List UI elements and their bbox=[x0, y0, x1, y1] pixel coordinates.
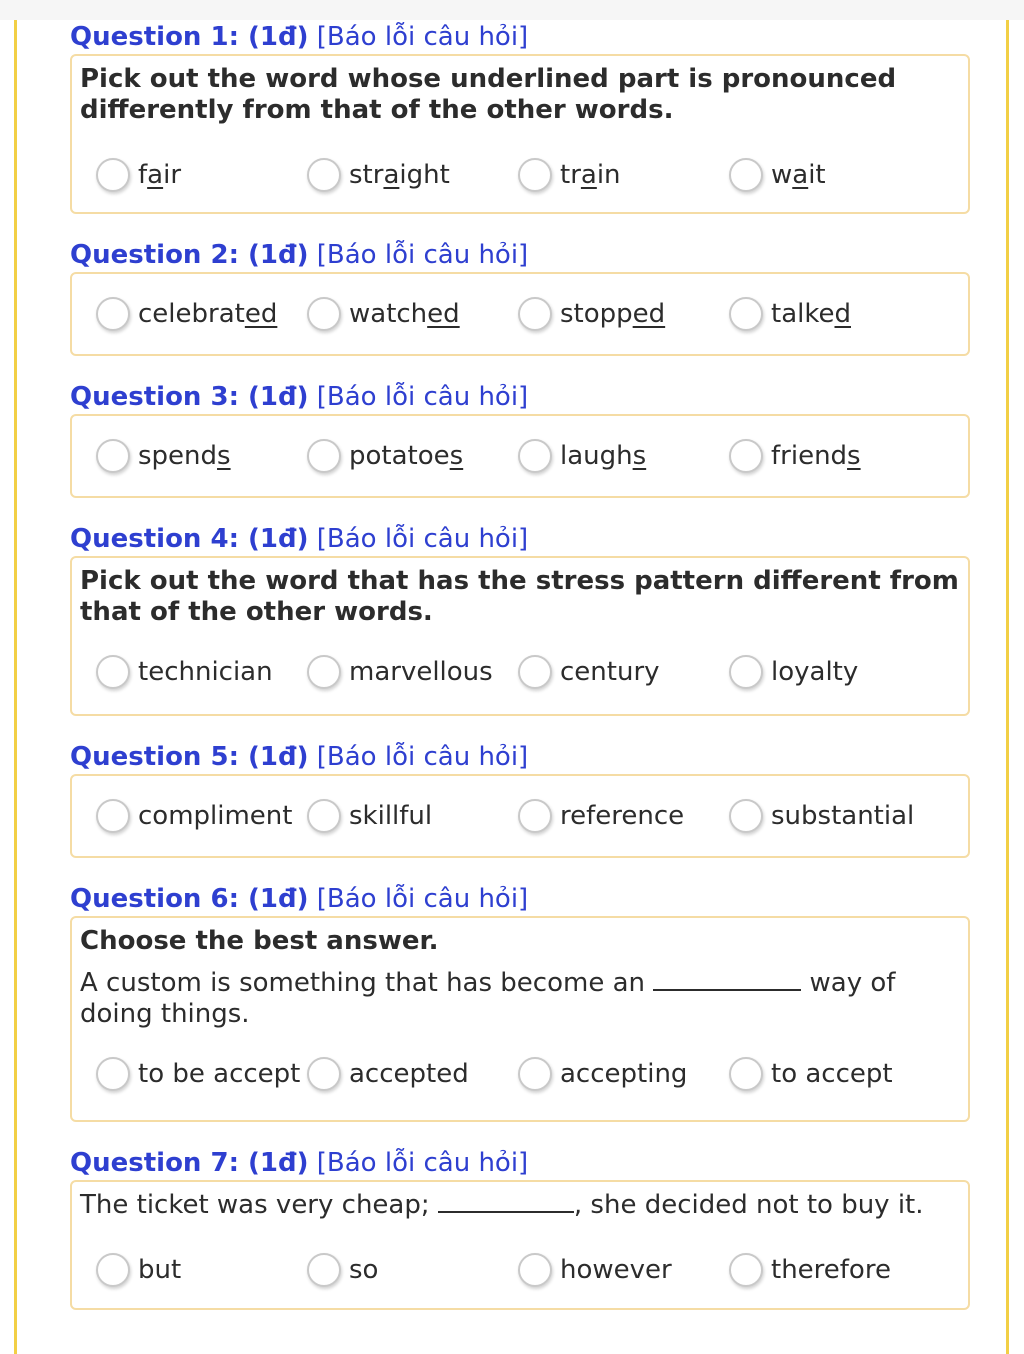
answer-option[interactable] bbox=[96, 1044, 300, 1104]
answer-option[interactable] bbox=[96, 145, 181, 205]
option-label: century bbox=[560, 657, 660, 687]
left-accent-rail bbox=[14, 20, 17, 1354]
report-question-link[interactable]: [Báo lỗi câu hỏi] bbox=[316, 524, 529, 554]
option-label: fair bbox=[138, 160, 182, 190]
report-question-link[interactable]: [Báo lỗi câu hỏi] bbox=[316, 22, 529, 52]
radio-button[interactable] bbox=[96, 655, 130, 689]
answer-option[interactable] bbox=[518, 642, 660, 702]
radio-button[interactable] bbox=[518, 439, 552, 473]
option-label: to accept bbox=[771, 1059, 893, 1089]
question-3-box bbox=[70, 414, 970, 498]
answer-option[interactable] bbox=[518, 426, 646, 486]
answer-option[interactable] bbox=[307, 145, 450, 205]
radio-button[interactable] bbox=[307, 799, 341, 833]
option-label: wait bbox=[771, 160, 826, 190]
answer-option[interactable] bbox=[518, 786, 684, 846]
radio-button[interactable] bbox=[518, 1253, 552, 1287]
question-label: Question 7: (1đ) bbox=[70, 1148, 309, 1178]
question-label: Question 5: (1đ) bbox=[70, 742, 309, 772]
radio-button[interactable] bbox=[518, 655, 552, 689]
radio-button[interactable] bbox=[96, 1057, 130, 1091]
answer-option[interactable] bbox=[96, 1240, 181, 1300]
question-instruction: Choose the best answer. bbox=[80, 926, 439, 956]
answer-option[interactable] bbox=[518, 284, 665, 344]
report-question-link[interactable]: [Báo lỗi câu hỏi] bbox=[316, 240, 529, 270]
option-label: but bbox=[138, 1255, 182, 1285]
question-6-box bbox=[70, 916, 970, 1122]
radio-button[interactable] bbox=[307, 1057, 341, 1091]
radio-button[interactable] bbox=[518, 297, 552, 331]
option-label: reference bbox=[560, 801, 685, 831]
option-label: so bbox=[349, 1255, 379, 1285]
answer-options bbox=[72, 786, 968, 846]
answer-option[interactable] bbox=[307, 1044, 469, 1104]
question-label: Question 6: (1đ) bbox=[70, 884, 309, 914]
option-label: watched bbox=[349, 299, 460, 329]
answer-options bbox=[72, 642, 968, 702]
answer-option[interactable] bbox=[729, 1240, 891, 1300]
question-2-box bbox=[70, 272, 970, 356]
answer-option[interactable] bbox=[96, 426, 231, 486]
radio-button[interactable] bbox=[96, 1253, 130, 1287]
option-label: talked bbox=[771, 299, 851, 329]
report-question-link[interactable]: [Báo lỗi câu hỏi] bbox=[316, 1148, 529, 1178]
question-label: Question 3: (1đ) bbox=[70, 382, 309, 412]
option-label: marvellous bbox=[349, 657, 493, 687]
answer-option[interactable] bbox=[518, 1044, 687, 1104]
question-5-header bbox=[70, 740, 970, 774]
answer-option[interactable] bbox=[307, 642, 493, 702]
radio-button[interactable] bbox=[307, 1253, 341, 1287]
answer-option[interactable] bbox=[729, 1044, 893, 1104]
radio-button[interactable] bbox=[307, 655, 341, 689]
question-3-header bbox=[70, 380, 970, 414]
option-label: therefore bbox=[771, 1255, 891, 1285]
answer-option[interactable] bbox=[518, 145, 621, 205]
question-label: Question 2: (1đ) bbox=[70, 240, 309, 270]
answer-option[interactable] bbox=[518, 1240, 672, 1300]
radio-button[interactable] bbox=[729, 158, 763, 192]
answer-blank bbox=[438, 1193, 574, 1213]
report-question-link[interactable]: [Báo lỗi câu hỏi] bbox=[316, 884, 529, 914]
option-label: accepted bbox=[349, 1059, 469, 1089]
right-accent-rail bbox=[1006, 20, 1009, 1354]
answer-option[interactable] bbox=[729, 786, 914, 846]
answer-options bbox=[72, 1044, 968, 1104]
report-question-link[interactable]: [Báo lỗi câu hỏi] bbox=[316, 742, 529, 772]
option-label: substantial bbox=[771, 801, 915, 831]
answer-option[interactable] bbox=[96, 786, 292, 846]
answer-options bbox=[72, 426, 968, 486]
question-7-box bbox=[70, 1180, 970, 1310]
option-label: compliment bbox=[138, 801, 293, 831]
option-label: accepting bbox=[560, 1059, 688, 1089]
option-label: to be accept bbox=[138, 1059, 301, 1089]
answer-option[interactable] bbox=[729, 145, 826, 205]
answer-option[interactable] bbox=[307, 426, 463, 486]
report-question-link[interactable]: [Báo lỗi câu hỏi] bbox=[316, 382, 529, 412]
radio-button[interactable] bbox=[307, 297, 341, 331]
question-2-header bbox=[70, 238, 970, 272]
radio-button[interactable] bbox=[729, 297, 763, 331]
top-bar bbox=[0, 0, 1024, 20]
radio-button[interactable] bbox=[729, 655, 763, 689]
answer-option[interactable] bbox=[729, 642, 858, 702]
option-label: stopped bbox=[560, 299, 666, 329]
radio-button[interactable] bbox=[518, 799, 552, 833]
question-7-header bbox=[70, 1146, 970, 1180]
radio-button[interactable] bbox=[518, 158, 552, 192]
answer-option[interactable] bbox=[307, 284, 460, 344]
radio-button[interactable] bbox=[729, 1253, 763, 1287]
question-4-box bbox=[70, 556, 970, 716]
answer-option[interactable] bbox=[96, 642, 273, 702]
question-instruction: Pick out the word that has the stress pattern different from that of the other words. bbox=[80, 566, 959, 627]
option-label: however bbox=[560, 1255, 672, 1285]
question-4-header bbox=[70, 522, 970, 556]
radio-button[interactable] bbox=[307, 439, 341, 473]
question-label: Question 1: (1đ) bbox=[70, 22, 309, 52]
answer-options bbox=[72, 284, 968, 344]
option-label: train bbox=[560, 160, 621, 190]
question-instruction: Pick out the word whose underlined part is pronounced differently from that of the other words. bbox=[80, 64, 897, 125]
option-label: technician bbox=[138, 657, 273, 687]
answer-option[interactable] bbox=[729, 284, 851, 344]
question-text: A custom is something that has become an way of doing things. bbox=[80, 968, 896, 1029]
radio-button[interactable] bbox=[96, 799, 130, 833]
option-label: potatoes bbox=[349, 441, 464, 471]
question-1-box bbox=[70, 54, 970, 214]
answer-option[interactable] bbox=[307, 786, 432, 846]
answer-option[interactable] bbox=[729, 426, 861, 486]
answer-option[interactable] bbox=[96, 284, 277, 344]
option-label: celebrated bbox=[138, 299, 278, 329]
radio-button[interactable] bbox=[729, 439, 763, 473]
radio-button[interactable] bbox=[96, 297, 130, 331]
radio-button[interactable] bbox=[307, 158, 341, 192]
radio-button[interactable] bbox=[729, 799, 763, 833]
radio-button[interactable] bbox=[96, 439, 130, 473]
question-6-header bbox=[70, 882, 970, 916]
question-5-box bbox=[70, 774, 970, 858]
option-label: spends bbox=[138, 441, 231, 471]
answer-options bbox=[72, 1240, 968, 1300]
question-text: The ticket was very cheap; , she decided not to buy it. bbox=[80, 1190, 924, 1220]
quiz-content bbox=[70, 20, 970, 1310]
answer-option[interactable] bbox=[307, 1240, 378, 1300]
option-label: laughs bbox=[560, 441, 647, 471]
option-label: skillful bbox=[349, 801, 433, 831]
question-1-header bbox=[70, 20, 970, 54]
radio-button[interactable] bbox=[729, 1057, 763, 1091]
option-label: loyalty bbox=[771, 657, 859, 687]
option-label: straight bbox=[349, 160, 450, 190]
radio-button[interactable] bbox=[96, 158, 130, 192]
answer-blank bbox=[653, 971, 801, 991]
question-label: Question 4: (1đ) bbox=[70, 524, 309, 554]
option-label: friends bbox=[771, 441, 861, 471]
answer-options bbox=[72, 145, 968, 205]
radio-button[interactable] bbox=[518, 1057, 552, 1091]
